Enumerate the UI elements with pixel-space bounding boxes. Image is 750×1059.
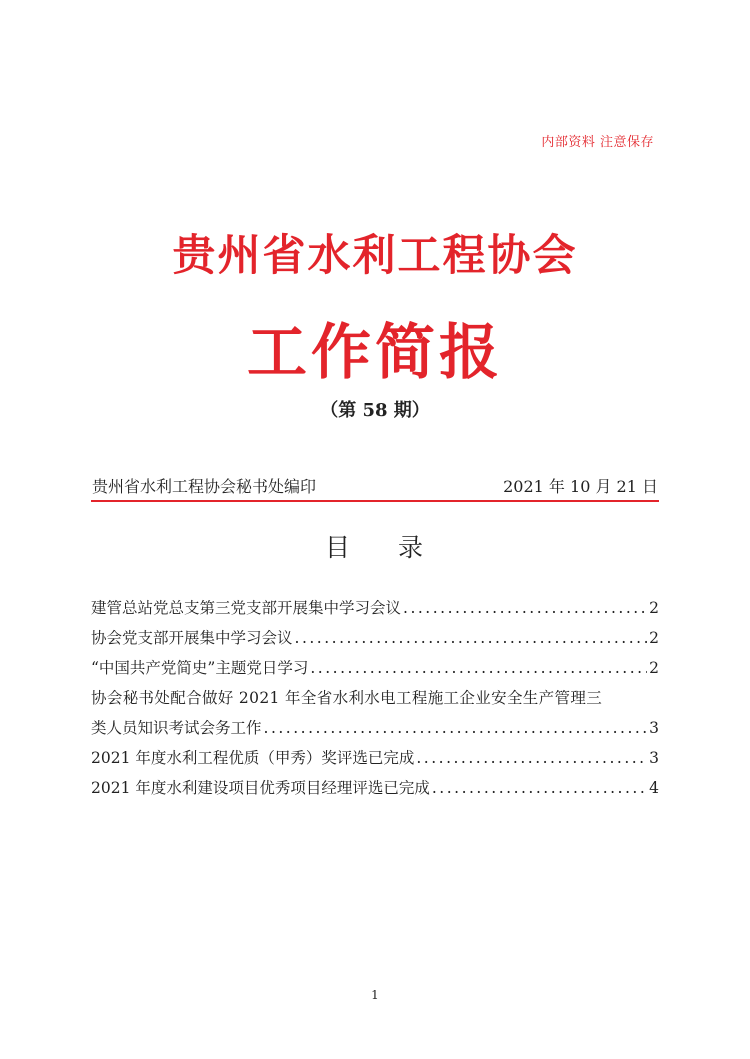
publisher: 贵州省水利工程协会秘书处编印 [92,477,317,496]
toc-entry-title: 2021 年度水利工程优质（甲秀）奖评选已完成 [91,749,415,767]
toc-entry-title: 建管总站党总支第三党支部开展集中学习会议 [91,599,402,617]
toc-leader-dots [403,593,647,623]
toc-heading-char-1: 目 [324,533,352,562]
toc-leader-dots [310,653,647,683]
toc-entry [91,653,659,683]
confidentiality-notice: 内部资料 注意保存 [541,135,654,150]
toc-entry-page: 4 [649,779,659,797]
toc-leader-dots [264,713,648,743]
toc-leader-dots [432,773,647,803]
toc-entry-title-line2: 类人员知识考试会务工作 [91,719,262,737]
toc-entry-page: 2 [649,659,659,677]
organization-title: 贵州省水利工程协会 [172,231,578,281]
toc-heading-char-2: 录 [398,533,426,562]
page-number: 1 [371,988,379,1002]
toc-entry-page: 2 [649,599,659,617]
toc-entry-page: 3 [649,749,659,767]
toc-entry [91,713,659,743]
toc-entry [91,773,659,803]
toc-entry-title: 2021 年度水利建设项目优秀项目经理评选已完成 [91,779,430,797]
toc-leader-dots [295,623,648,653]
toc-entry [91,593,659,623]
toc-entry-title-line1: 协会秘书处配合做好 2021 年全省水利水电工程施工企业安全生产管理三 [91,689,603,707]
toc-entry-page: 2 [649,629,659,647]
publication-info [92,474,658,500]
report-title: 工作简报 [247,318,503,388]
toc-entry-title: 协会党支部开展集中学习会议 [91,629,293,647]
toc-entry [91,623,659,653]
toc-entry-title: “中国共产党简史”主题党日学习 [91,659,309,677]
publication-date: 2021 年 10 月 21 日 [503,477,658,496]
issue-number: （第 58 期） [320,400,430,421]
toc-heading [0,528,750,564]
toc-leader-dots [416,743,647,773]
toc-entry [91,743,659,773]
toc-entry-page: 3 [649,719,659,737]
table-of-contents [91,593,659,803]
header-divider [91,500,659,502]
